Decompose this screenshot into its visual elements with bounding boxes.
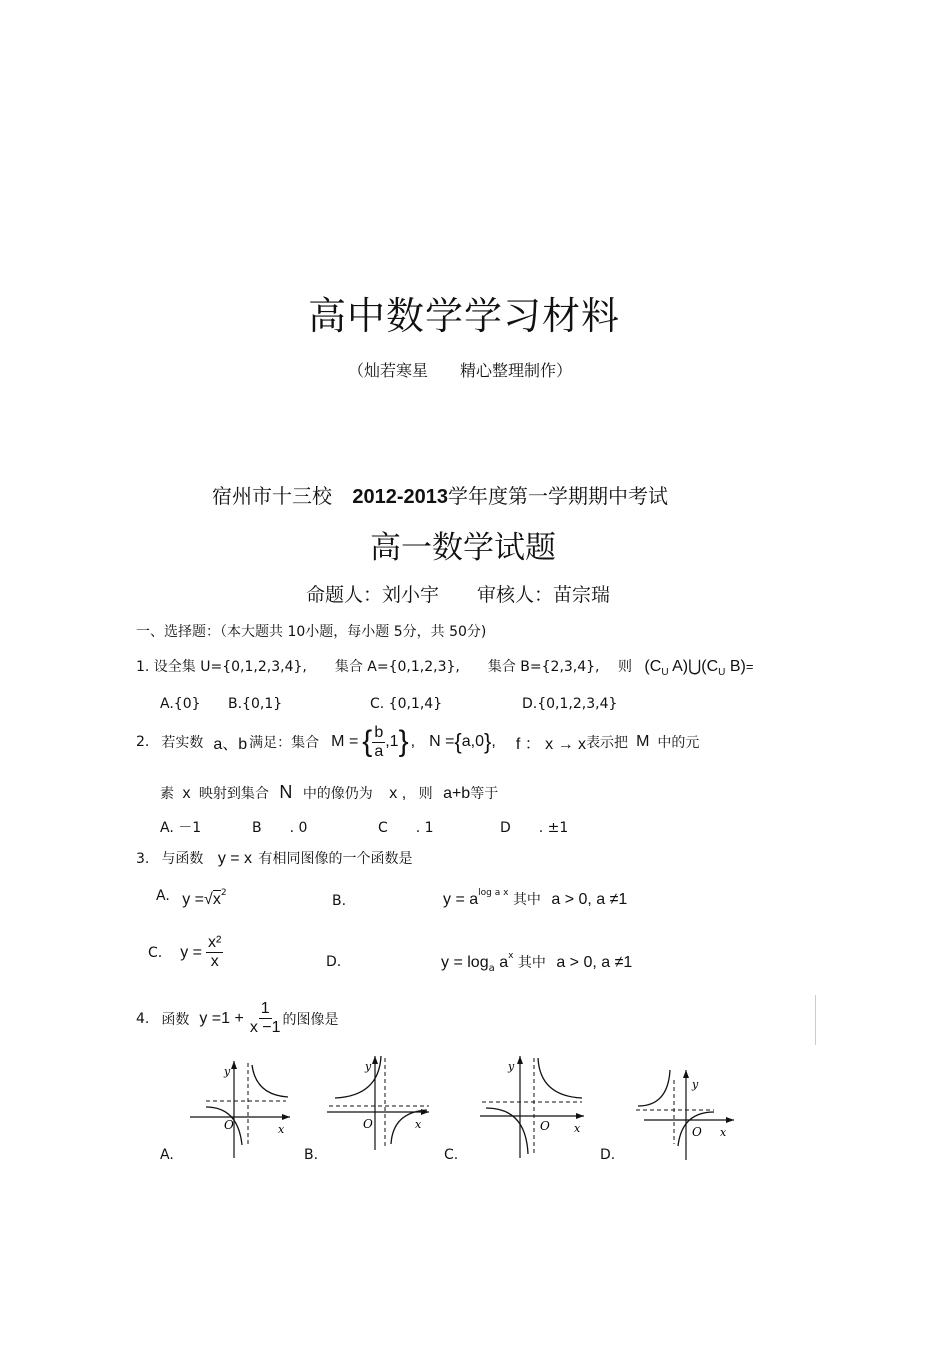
q2-set-rest: ,1 <box>385 733 399 750</box>
graph-d-label: D. <box>600 1147 616 1163</box>
q3-option-d-label: D. <box>326 954 342 970</box>
graph-b-label: B. <box>304 1147 319 1163</box>
q2-text-1: 若实数 <box>161 735 204 751</box>
q2-ab: a、b <box>213 735 248 753</box>
q3-function: y = x <box>217 850 253 867</box>
graph-c <box>478 1050 588 1160</box>
q2-option-a: A. －1 <box>160 820 202 836</box>
graph-a-x-label: x <box>278 1123 285 1136</box>
graph-b <box>325 1050 435 1155</box>
q2-number: 2. <box>136 734 150 750</box>
exam-school-line <box>212 480 668 509</box>
question-4: 4. 函数 y =1 + $\frac{1}{x -1}$ 的图像是 <box>136 1000 339 1036</box>
graph-b-x-label: x <box>415 1118 422 1131</box>
q2-set-n: N = <box>429 733 455 750</box>
q2-nset: a,0 <box>461 733 485 750</box>
q1-option-a: A.{0} <box>160 696 201 712</box>
exam-authors: 命题人：刘小宇 审核人：苗宗瑞 <box>306 584 611 606</box>
q2-option-b: B . 0 <box>252 820 308 836</box>
q1-expression: ($C_U$ $A)⋃(C_U$ B)= <box>644 658 754 678</box>
q3-option-c: C. y = $\frac{\text{x²}}{x}$ <box>148 934 222 970</box>
school-name: 宿州市十三校 <box>212 484 332 508</box>
q3-option-d: $y = \log_a a^x$ 其中 a > 0, a ≠1 <box>441 951 633 974</box>
exam-title: 高一数学试题 <box>370 530 556 566</box>
graph-c-origin: O <box>540 1119 550 1133</box>
q2-text-3: 表示把 <box>586 735 629 751</box>
graph-c-label: C. <box>444 1147 459 1163</box>
graph-a-y-label: y <box>224 1065 231 1078</box>
graph-a <box>186 1055 296 1160</box>
document-title: 高中数学学习材料 <box>308 294 621 338</box>
q2-set-m: M = <box>331 733 359 750</box>
school-term: 学年度第一学期期中考试 <box>448 484 669 508</box>
q1-option-c: C. {0,1,4} <box>370 696 443 712</box>
question-2-line-1: 2. 若实数 a、b 满足：集合 M = { $\frac{b}{a}$ ,1 } , N = { a,0 } , f ： x → x 表示把 M 中的元 <box>136 723 700 760</box>
q1-option-d: D.{0,1,2,3,4} <box>522 696 618 712</box>
school-year: 2012-2013 <box>352 486 449 508</box>
q3-option-a: A. $y =√x^2$ <box>156 888 227 908</box>
section-heading: 一、选择题：（本大题共 10小题，每小题 5分，共 50分) <box>136 624 487 640</box>
q3-option-b-label: B. <box>332 893 347 909</box>
q2-m2: M <box>636 733 650 750</box>
question-1 <box>136 656 753 678</box>
graph-a-origin: O <box>224 1118 234 1132</box>
q2-text-2: 满足：集合 <box>249 735 320 751</box>
q2-text-4: 中的元 <box>657 735 700 751</box>
page-edge-line <box>815 995 816 1045</box>
question-2-line-2: 素 x 映射到集合 N 中的像仍为 x , 则 a+b等于 <box>160 782 499 802</box>
graph-d <box>634 1060 739 1165</box>
graph-c-x-label: x <box>574 1122 581 1135</box>
q2-option-d: D . ±1 <box>500 820 569 836</box>
q1-stem: 1. 设全集 U={0,1,2,3,4}, 集合 A={0,1,2,3}, 集合 B={2,3,4}, 则 <box>136 659 632 675</box>
q3-option-b: $y = a^{log a x}$ 其中 a > 0, a ≠1 <box>443 888 628 908</box>
q1-option-b: B.{0,1} <box>228 696 283 712</box>
graph-d-origin: O <box>692 1125 702 1139</box>
graph-a-label: A. <box>160 1147 174 1163</box>
document-subtitle: （灿若寒星 精心整理制作） <box>348 361 573 380</box>
question-3: 3. 与函数 y = x 有相同图像的一个函数是 <box>136 850 413 867</box>
q2-fraction: $\frac{b}{a}$ <box>374 723 384 760</box>
graph-d-y-label: y <box>692 1078 699 1091</box>
graph-c-y-label: y <box>508 1060 515 1073</box>
q2-mapping: f ： x → x <box>515 735 587 753</box>
graph-d-x-label: x <box>720 1126 727 1139</box>
graph-b-y-label: y <box>365 1060 372 1073</box>
q2-option-c: C . 1 <box>378 820 434 836</box>
graph-b-origin: O <box>363 1117 373 1131</box>
